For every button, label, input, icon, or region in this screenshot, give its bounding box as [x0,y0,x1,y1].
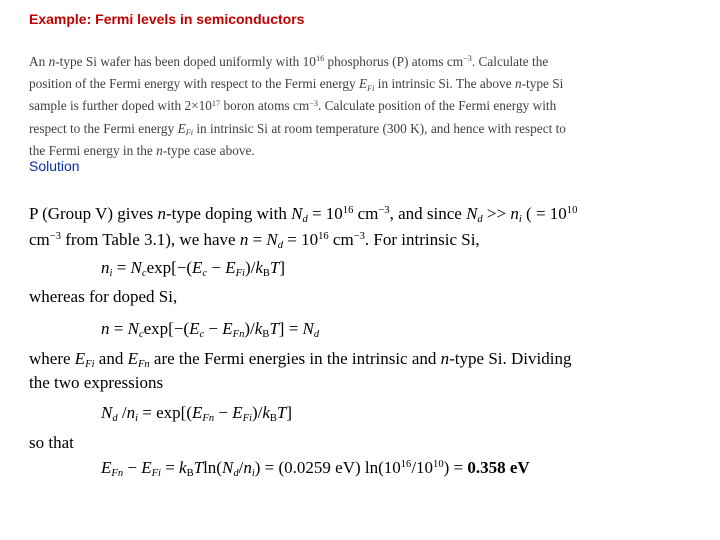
problem-statement [29,52,697,161]
equation-result: $E_{Fn} - E_{Fi} = k_BTln(N_d/n_i) = (0.0259$ eV) $\ln(10^{16}/10^{10}) = 0.358$ eV [101,458,530,480]
equation-intrinsic: $n_i = N_c\exp[-(E_c - E_{Fi})/k_BT]$ [101,258,286,280]
problem-line: respect to the Fermi energy $E_{Fi}$ in intrinsic Si at room temperature (300 K), and hence with respect to [29,120,566,138]
problem-line: sample is further doped with $2\times 10^{17}$ boron atoms $cm^{-3}$. Calculate position of the Fermi energy with [29,98,557,114]
final-answer: 0.358 eV [467,458,530,477]
equation-doped: $n = N_c\exp[-(E_c - E_{Fn})/k_BT] = N_d$ [101,319,320,341]
problem-line: An n-type Si wafer has been doped uniformly with $10^{16}$ phosphorus (P) atoms $cm^{-3}$. Calculate the [29,54,549,69]
solution-line: whereas for doped Si, [29,287,178,306]
problem-line: the Fermi energy in the n-type case above. [29,142,255,158]
slide-title: Example: Fermi levels in semiconductors [29,11,305,27]
solution-line: P (Group V) gives n-type doping with $N_d = 10^{16}$ $cm^{-3}$, and since $N_d >> n_i$ ( = $10^{10}$ [29,204,578,226]
solution-line: so that [29,433,74,452]
solution-line: the two expressions [29,373,164,392]
solution-line: $cm^{-3}$ from Table 3.1), we have $n = N_d = 10^{16}$ $cm^{-3}$. For intrinsic Si, [29,230,480,252]
problem-line: position of the Fermi energy with respect to the Fermi energy $E_{Fi}$ in intrinsic Si. The above n-type Si [29,76,564,93]
equation-ratio: $N_d$ $/n_i = \exp[(E_{Fn} - E_{Fi})/k_BT]$ [101,403,293,425]
solution-heading: Solution [29,158,80,174]
solution-line: where $E_{Fi}$ and $E_{Fn}$ are the Fermi energies in the intrinsic and n-type Si. Dividing [29,349,572,371]
